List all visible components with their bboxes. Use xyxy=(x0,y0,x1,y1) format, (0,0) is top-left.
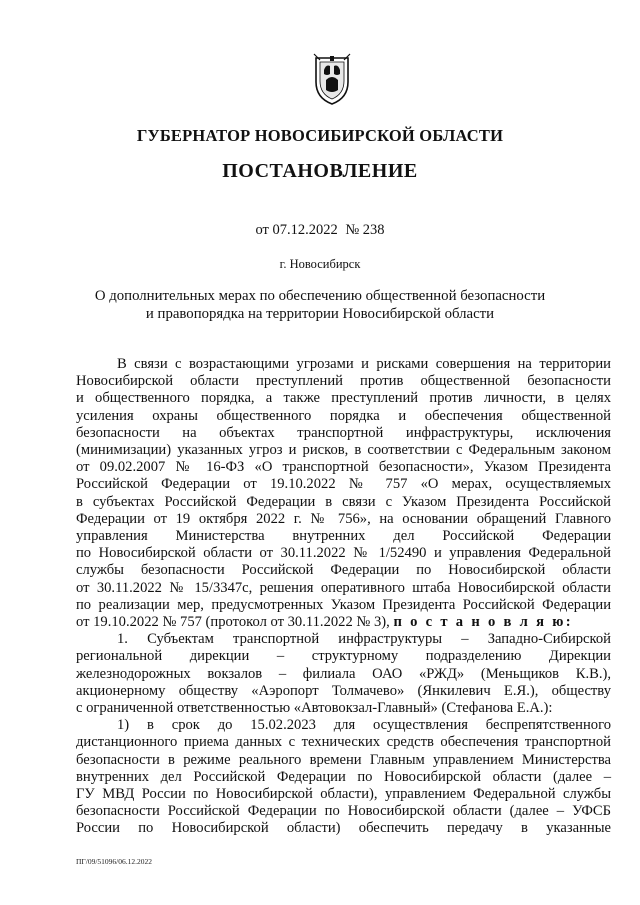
body-line: Федерации от 19 октября 2022 г. № 756», на основании обращений Главного xyxy=(76,510,611,527)
document-footer-code: ПГ/09/51096/06.12.2022 xyxy=(76,857,153,866)
item1-1-line: дистанционного приема данных с технических средств обеспечения транспортной xyxy=(76,734,611,751)
item1-1-line: безопасности Российской Федерации по Новосибирской области (далее – УФСБ xyxy=(76,803,611,820)
body-line: Российской Федерации от 19.10.2022 № 757 «О мерах, осуществляемых xyxy=(76,476,611,493)
item1-1-line: России по Новосибирской области) обеспечить передачу в указанные xyxy=(76,820,611,837)
body-line: по реализации мер, предусмотренных Указом Президента Российской Федерации xyxy=(76,596,611,613)
item1-1-line: ГУ МВД России по Новосибирской области), управлением Федеральной службы xyxy=(76,786,611,803)
decree-word: п о с т а н о в л я ю: xyxy=(393,614,573,631)
coat-of-arms-emblem xyxy=(312,52,352,106)
document-subject xyxy=(0,287,640,323)
body-line-prefix: от 19.10.2022 № 757 (протокол от 30.11.2022 № 3), xyxy=(76,614,390,631)
body-line: по Новосибирской области от 30.11.2022 № 1/52490 и управления Федеральной xyxy=(76,545,611,562)
document-body xyxy=(76,356,611,838)
item1-line: 1. Субъектам транспортной инфраструктуры – Западно-Сибирской xyxy=(117,631,611,648)
subject-line: О дополнительных мерах по обеспечению общественной безопасности xyxy=(94,288,546,304)
item1-1-line: безопасности в режиме реального времени Главным управлением Министерства xyxy=(76,751,611,768)
body-line: (минимизации) указанных угроз и рисков, в соответствии с Федеральным законом xyxy=(76,442,611,459)
item1-line: региональной дирекции – структурному подразделению Дирекции xyxy=(76,648,611,665)
subject-line: и правопорядка на территории Новосибирской области xyxy=(145,306,495,322)
body-line: в субъектах Российской Федерации в связи с Указом Президента Российской xyxy=(76,493,611,510)
document-type-title: ПОСТАНОВЛЕНИЕ xyxy=(222,160,418,182)
body-line: от 30.11.2022 № 15/3347с, решения оперативного штаба Новосибирской области xyxy=(76,579,611,596)
body-line: управления Министерства внутренних дел Российской Федерации xyxy=(76,528,611,545)
item1-1-line: 1) в срок до 15.02.2023 для осуществления беспрепятственного xyxy=(117,717,611,734)
city-label: г. Новосибирск xyxy=(279,257,361,271)
governor-heading: ГУБЕРНАТОР НОВОСИБИРСКОЙ ОБЛАСТИ xyxy=(136,126,504,145)
body-line: усиления охраны общественного порядка и обеспечения общественной xyxy=(76,407,611,424)
body-line: В связи с возрастающими угрозами и рисками совершения на территории xyxy=(117,356,611,372)
body-line xyxy=(76,614,611,631)
document-number: № 238 xyxy=(345,222,385,238)
item1-line: с ограниченной ответственностью «Автовокзал-Главный» (Стефанова Е.А.): xyxy=(76,700,553,717)
item1-1-line: внутренних дел Российской Федерации по Новосибирской области (далее – xyxy=(76,768,611,785)
body-line: и общественного порядка, а также преступлений против личности, в целях xyxy=(76,390,611,407)
date-number-line xyxy=(0,222,640,239)
body-line: безопасности на объектах транспортной инфраструктуры, исключения xyxy=(76,424,611,441)
body-line: от 09.02.2007 № 16-ФЗ «О транспортной безопасности», Указом Президента xyxy=(76,459,611,476)
item1-line: акционерному обществу «Аэропорт Толмачево» (Янкилевич Е.Я.), обществу xyxy=(76,682,611,699)
body-line: службы безопасности Российской Федерации по Новосибирской области xyxy=(76,562,611,579)
item1-line: железнодорожных вокзалов – филиала ОАО «РЖД» (Меньщиков К.В.), xyxy=(76,665,611,682)
document-date: от 07.12.2022 xyxy=(255,222,338,238)
body-line: Новосибирской области преступлений против общественной безопасности xyxy=(76,373,611,390)
